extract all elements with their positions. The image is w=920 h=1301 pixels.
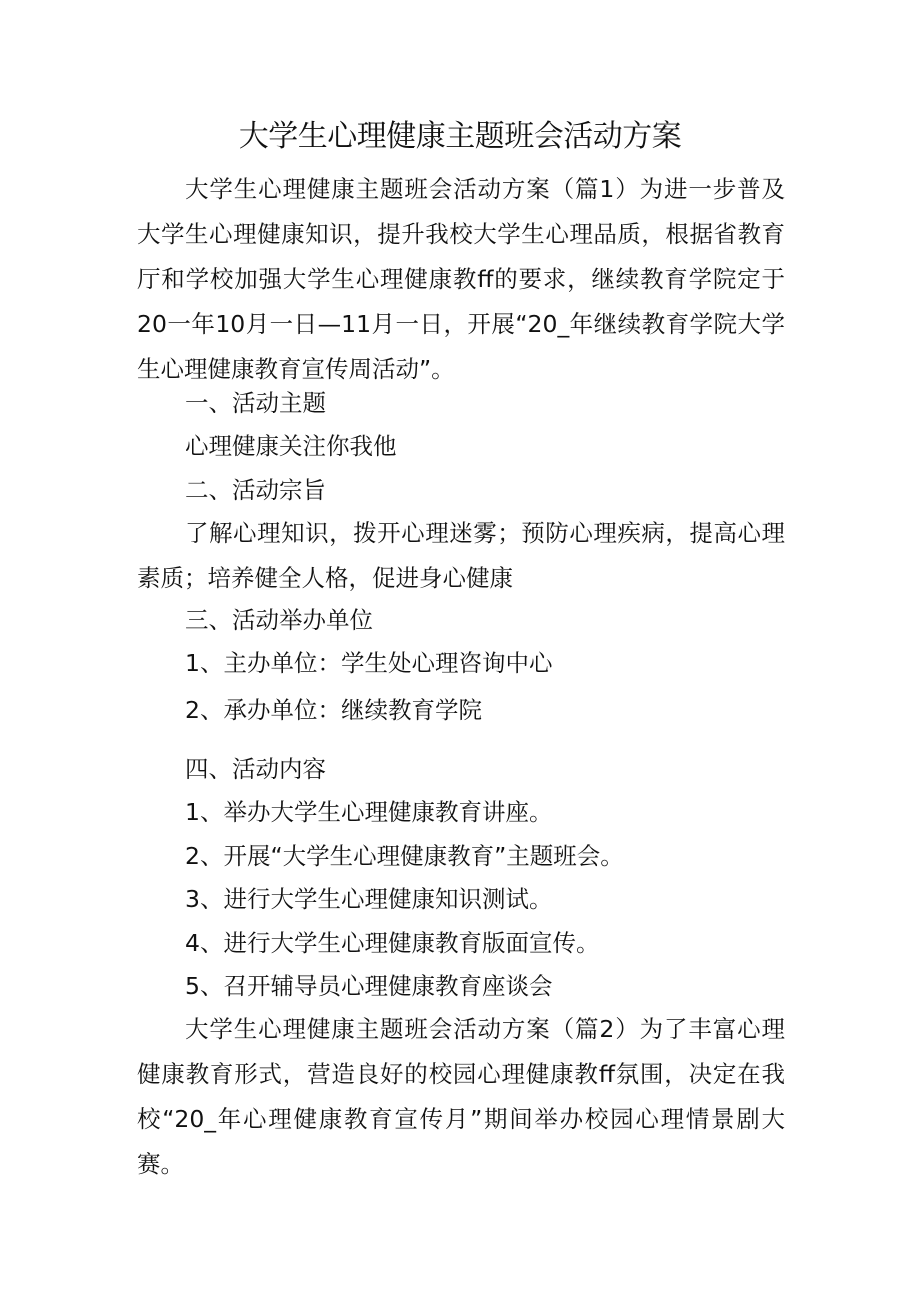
section3-heading: 三、活动举办单位 [185, 606, 373, 634]
part2-paragraph: 大学生心理健康主题班会活动方案（篇2）为了丰富心理健康教育形式，营造良好的校园心理健康教ff氛围，决定在我校“20_年心理健康教育宣传月”期间举办校园心理情景剧大赛。 [137, 1015, 785, 1178]
section4-item: 3、进行大学生心理健康知识测试。 [185, 885, 553, 913]
intro-paragraph: 大学生心理健康主题班会活动方案（篇1）为进一步普及大学生心理健康知识，提升我校大学生心理品质，根据省教育厅和学校加强大学生心理健康教ff的要求，继续教育学院定于20一年10月一日—11月一日，开展“20_年继续教育学院大学生心理健康教育宣传周活动”。 [137, 175, 785, 383]
section1-heading: 一、活动主题 [185, 389, 326, 417]
section4-item: 5、召开辅导员心理健康教育座谈会 [185, 972, 553, 1000]
section1-text: 心理健康关注你我他 [185, 432, 397, 460]
section3-item: 1、主办单位：学生处心理咨询中心 [185, 649, 553, 677]
section3-item: 2、承办单位：继续教育学院 [185, 696, 482, 724]
section4-item: 1、举办大学生心理健康教育讲座。 [185, 798, 553, 826]
section4-item: 2、开展“大学生心理健康教育”主题班会。 [185, 842, 624, 870]
document-title: 大学生心理健康主题班会活动方案 [238, 119, 682, 154]
section2-heading: 二、活动宗旨 [185, 476, 326, 504]
section4-heading: 四、活动内容 [185, 755, 326, 783]
section4-item: 4、进行大学生心理健康教育版面宣传。 [185, 929, 600, 957]
section2-text: 了解心理知识，拨开心理迷雾；预防心理疾病，提高心理素质；培养健全人格，促进身心健康 [137, 519, 785, 592]
